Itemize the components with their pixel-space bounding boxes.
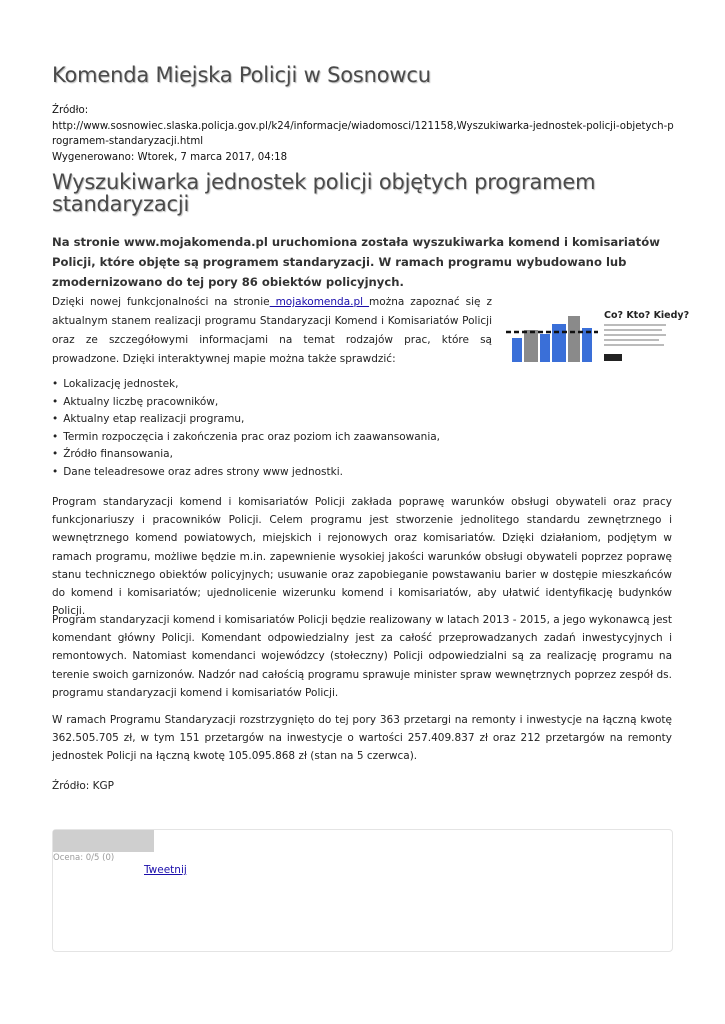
list-item: • Termin rozpoczęcia i zakończenia prac oraz poziom ich zaawansowania, bbox=[52, 429, 440, 447]
promo-image[interactable] bbox=[502, 298, 690, 373]
feature-list bbox=[52, 376, 440, 482]
rating-box bbox=[52, 829, 673, 952]
intro-section bbox=[52, 293, 690, 377]
tweet-link[interactable]: Tweetnij bbox=[144, 864, 187, 876]
article-lead: Na stronie www.mojakomenda.pl uruchomiona została wyszukiwarka komend i komisariatów Policji, które objęte są programem standaryzacji. W ramach programu wybudowano lub zmodernizowano do tej pory 86 obiektów policyjnych. bbox=[52, 235, 660, 289]
intro-text-after: można zapoznać się z aktualnym stanem realizacji programu Standaryzacji Komend i Komisariatów Policji oraz ze szczegółowymi informacjami na temat rodzajów prac, które są prowadzone. Dzięki interaktywnej mapie można także sprawdzić: bbox=[52, 296, 492, 365]
generated-date: Wygenerowano: Wtorek, 7 marca 2017, 04:18 bbox=[52, 151, 288, 163]
list-item: • Lokalizację jednostek, bbox=[52, 376, 440, 394]
paragraph-implementation: Program standaryzacji komend i komisariatów Policji będzie realizowany w latach 2013 - 2015, a jego wykonawcą jest komendant główny Policji. Komendant odpowiedzialny jest za całość przeprowadzanych zadań inwestycyjnych i remontowych. Natomiast komendanci wojewódzcy (stołeczny) Policji odpowiedzialni są za realizację programu na terenie swoich garnizonów. Nadzór nad całością programu sprawuje minister spraw wewnętrznych poprzez zespół ds. programu standaryzacji komend i komisariatów Policji. bbox=[52, 614, 672, 699]
promo-heading: Co? Kto? Kiedy? bbox=[604, 310, 690, 321]
article-title: Wyszukiwarka jednostek policji objętych programem standaryzacji bbox=[52, 170, 596, 216]
list-item: • Dane teleadresowe oraz adres strony www jednostki. bbox=[52, 464, 440, 482]
intro-text-before: Dzięki nowej funkcjonalności na stronie bbox=[52, 296, 270, 308]
site-title: Komenda Miejska Policji w Sosnowcu bbox=[52, 63, 431, 87]
mojakomenda-link[interactable]: mojakomenda.pl bbox=[269, 296, 370, 308]
paragraph-tenders: W ramach Programu Standaryzacji rozstrzygnięto do tej pory 363 przetargi na remonty i inwestycje na łączną kwotę 362.505.705 zł, w tym 151 przetargów na inwestycje o wartości 257.409.837 zł oraz 212 przetargów na remonty jednostek Policji na łączną kwotę 105.095.868 zł (stan na 5 czerwca). bbox=[52, 714, 672, 763]
source-label: Źródło: bbox=[52, 105, 89, 116]
source-meta bbox=[52, 103, 677, 165]
article-source: Źródło: KGP bbox=[52, 780, 115, 792]
rating-text: Ocena: 0/5 (0) bbox=[53, 853, 115, 863]
source-url: http://www.sosnowiec.slaska.policja.gov.pl/k24/informacje/wiadomosci/121158,Wyszukiwarka-jednostek-policji-objetych-programem-standaryzacji.html bbox=[52, 120, 674, 147]
rating-stars[interactable] bbox=[53, 830, 154, 852]
list-item: • Źródło finansowania, bbox=[52, 446, 440, 464]
promo-graphic bbox=[502, 298, 690, 373]
list-item: • Aktualny liczbę pracowników, bbox=[52, 394, 440, 412]
paragraph-goals: Program standaryzacji komend i komisariatów Policji zakłada poprawę warunków obsługi obywateli oraz pracy funkcjonariuszy i pracowników Policji. Celem programu jest stworzenie jednolitego standardu zewnętrznego i wewnętrznego komend powiatowych, miejskich i rejonowych oraz komisariatów. Dzięki działaniom, podjętym w ramach programu, możliwe będzie m.in. zapewnienie wysokiej jakości warunków obsługi obywateli poprzez poprawę stanu technicznego obiektów policyjnych; usuwanie oraz zapobieganie powstawaniu barier w dostępie mieszkańców do komend i komisariatów; ujednolicenie wizerunku komend i komisariatów, aby ułatwić identyfikację budynków Policji. bbox=[52, 496, 672, 618]
list-item: • Aktualny etap realizacji programu, bbox=[52, 411, 440, 429]
